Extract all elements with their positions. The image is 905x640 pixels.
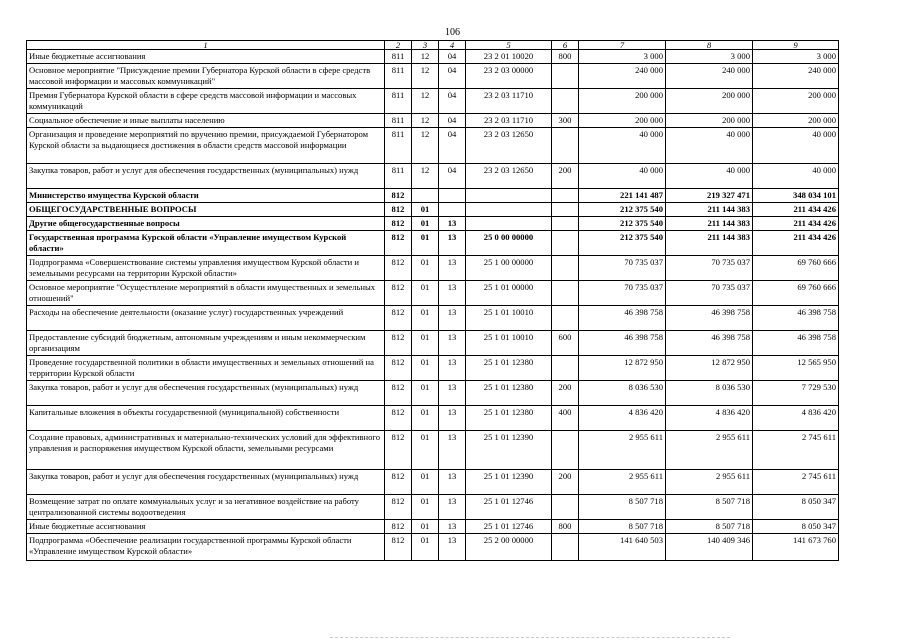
col-section: 12 [412, 64, 439, 89]
header-col-amount-2: 8 [666, 41, 753, 50]
col-amount-2: 240 000 [666, 64, 753, 89]
col-amount-2: 8 036 530 [666, 381, 753, 406]
col-ministry-code: 812 [385, 189, 412, 203]
col-amount-1: 46 398 758 [579, 331, 666, 356]
table-header-row [27, 41, 839, 50]
header-col-ministry-code: 2 [385, 41, 412, 50]
col-amount-3: 141 673 760 [753, 534, 839, 561]
col-ministry-code: 812 [385, 520, 412, 534]
col-section: 01 [412, 534, 439, 561]
col-target-article [466, 217, 552, 231]
col-subsection: 13 [439, 495, 466, 520]
col-target-article: 25 1 01 12390 [466, 431, 552, 470]
col-amount-1: 8 507 718 [579, 520, 666, 534]
col-section: 12 [412, 114, 439, 128]
col-ministry-code: 812 [385, 331, 412, 356]
col-subsection: 04 [439, 50, 466, 64]
col-ministry-code: 812 [385, 381, 412, 406]
col-target-article: 23 2 03 12650 [466, 164, 552, 189]
col-ministry-code: 812 [385, 534, 412, 561]
table-row [27, 431, 839, 470]
col-section: 01 [412, 231, 439, 256]
table-row [27, 331, 839, 356]
col-amount-3: 200 000 [753, 114, 839, 128]
col-amount-3: 8 050 347 [753, 495, 839, 520]
col-target-article: 23 2 03 12650 [466, 128, 552, 164]
col-ministry-code: 811 [385, 89, 412, 114]
table-row [27, 281, 839, 306]
col-amount-1: 2 955 611 [579, 431, 666, 470]
col-amount-2: 2 955 611 [666, 431, 753, 470]
table-row [27, 256, 839, 281]
col-target-article [466, 189, 552, 203]
col-amount-3: 211 434 426 [753, 231, 839, 256]
col-expense-type: 200 [552, 164, 579, 189]
table-row [27, 495, 839, 520]
col-expense-type: 200 [552, 470, 579, 495]
col-amount-1: 2 955 611 [579, 470, 666, 495]
col-amount-2: 40 000 [666, 164, 753, 189]
page-edge-line [330, 637, 730, 638]
col-amount-1: 212 375 540 [579, 217, 666, 231]
header-col-amount-3: 9 [753, 41, 839, 50]
col-amount-1: 221 141 487 [579, 189, 666, 203]
col-subsection [439, 203, 466, 217]
col-ministry-code: 811 [385, 50, 412, 64]
col-amount-2: 8 507 718 [666, 495, 753, 520]
col-section: 01 [412, 406, 439, 431]
col-ministry-code: 812 [385, 306, 412, 331]
table-row [27, 114, 839, 128]
col-amount-2: 200 000 [666, 114, 753, 128]
col-target-article: 25 1 01 12380 [466, 406, 552, 431]
table-row [27, 470, 839, 495]
col-expense-type [552, 356, 579, 381]
header-col-expense-type: 6 [552, 41, 579, 50]
col-amount-2: 200 000 [666, 89, 753, 114]
col-amount-3: 46 398 758 [753, 331, 839, 356]
col-expense-type [552, 189, 579, 203]
col-section: 12 [412, 164, 439, 189]
col-section: 12 [412, 128, 439, 164]
col-subsection: 13 [439, 231, 466, 256]
col-section: 01 [412, 356, 439, 381]
col-expense-type [552, 431, 579, 470]
col-amount-1: 212 375 540 [579, 203, 666, 217]
col-expense-type [552, 89, 579, 114]
col-target-article: 25 1 01 10010 [466, 331, 552, 356]
col-amount-2: 46 398 758 [666, 306, 753, 331]
col-amount-1: 40 000 [579, 164, 666, 189]
col-section: 01 [412, 520, 439, 534]
col-amount-1: 200 000 [579, 114, 666, 128]
col-expense-type [552, 306, 579, 331]
col-name: Капитальные вложения в объекты государственной (муниципальной) собственности [27, 406, 385, 431]
col-amount-2: 70 735 037 [666, 281, 753, 306]
col-subsection: 13 [439, 331, 466, 356]
page-number: 106 [445, 27, 460, 38]
col-amount-1: 240 000 [579, 64, 666, 89]
col-expense-type [552, 203, 579, 217]
col-amount-2: 140 409 346 [666, 534, 753, 561]
budget-table [26, 40, 839, 561]
col-amount-3: 46 398 758 [753, 306, 839, 331]
col-section: 01 [412, 331, 439, 356]
col-expense-type: 400 [552, 406, 579, 431]
col-ministry-code: 811 [385, 164, 412, 189]
col-subsection: 13 [439, 431, 466, 470]
col-ministry-code: 811 [385, 114, 412, 128]
col-target-article: 25 1 01 12380 [466, 381, 552, 406]
table-row [27, 89, 839, 114]
col-amount-1: 46 398 758 [579, 306, 666, 331]
col-name: Создание правовых, административных и материально-технических условий для эффективного управления и распоряжения имуществом Курской области, земельными ресурсами [27, 431, 385, 470]
col-name: Основное мероприятие "Осуществление мероприятий в области имущественных и земельных отношений" [27, 281, 385, 306]
col-subsection: 13 [439, 520, 466, 534]
col-name: Проведение государственной политики в области имущественных и земельных отношений на территории Курской области [27, 356, 385, 381]
col-amount-2: 2 955 611 [666, 470, 753, 495]
header-col-amount-1: 7 [579, 41, 666, 50]
col-name: Закупка товаров, работ и услуг для обеспечения государственных (муниципальных) нужд [27, 164, 385, 189]
col-section [412, 189, 439, 203]
col-ministry-code: 812 [385, 470, 412, 495]
col-amount-3: 211 434 426 [753, 203, 839, 217]
col-amount-2: 12 872 950 [666, 356, 753, 381]
col-expense-type [552, 217, 579, 231]
col-expense-type [552, 128, 579, 164]
col-amount-2: 3 000 [666, 50, 753, 64]
col-expense-type: 600 [552, 331, 579, 356]
col-amount-1: 70 735 037 [579, 281, 666, 306]
table-row [27, 406, 839, 431]
col-section: 01 [412, 495, 439, 520]
col-name: Возмещение затрат по оплате коммунальных услуг и за негативное воздействие на работу централизованной системы водоотведения [27, 495, 385, 520]
col-ministry-code: 812 [385, 356, 412, 381]
col-section: 01 [412, 217, 439, 231]
col-ministry-code: 812 [385, 203, 412, 217]
col-section: 01 [412, 203, 439, 217]
col-section: 01 [412, 431, 439, 470]
col-expense-type: 200 [552, 381, 579, 406]
col-name: Закупка товаров, работ и услуг для обеспечения государственных (муниципальных) нужд [27, 470, 385, 495]
col-target-article: 23 2 01 10020 [466, 50, 552, 64]
col-amount-3: 2 745 611 [753, 470, 839, 495]
col-target-article: 23 2 03 00000 [466, 64, 552, 89]
col-name: Основное мероприятие "Присуждение премии Губернатора Курской области в сфере средств массовой информации и массовых коммуникаций" [27, 64, 385, 89]
col-amount-3: 8 050 347 [753, 520, 839, 534]
col-target-article: 25 1 01 12746 [466, 520, 552, 534]
col-amount-2: 211 144 383 [666, 203, 753, 217]
col-ministry-code: 812 [385, 217, 412, 231]
col-amount-1: 8 507 718 [579, 495, 666, 520]
col-subsection: 13 [439, 256, 466, 281]
table-row [27, 217, 839, 231]
col-amount-3: 3 000 [753, 50, 839, 64]
col-name: Государственная программа Курской области «Управление имуществом Курской области» [27, 231, 385, 256]
col-name: Расходы на обеспечение деятельности (оказание услуг) государственных учреждений [27, 306, 385, 331]
col-expense-type: 800 [552, 520, 579, 534]
col-subsection: 13 [439, 534, 466, 561]
col-amount-1: 4 836 420 [579, 406, 666, 431]
col-subsection: 04 [439, 164, 466, 189]
table-row [27, 381, 839, 406]
col-amount-1: 8 036 530 [579, 381, 666, 406]
table-row [27, 164, 839, 189]
col-amount-3: 40 000 [753, 128, 839, 164]
col-section: 01 [412, 281, 439, 306]
col-subsection [439, 189, 466, 203]
col-amount-3: 12 565 950 [753, 356, 839, 381]
col-name: Министерство имущества Курской области [27, 189, 385, 203]
col-amount-3: 69 760 666 [753, 281, 839, 306]
col-ministry-code: 811 [385, 64, 412, 89]
col-expense-type: 300 [552, 114, 579, 128]
col-target-article: 25 2 00 00000 [466, 534, 552, 561]
col-target-article: 25 1 00 00000 [466, 256, 552, 281]
col-ministry-code: 811 [385, 128, 412, 164]
col-section: 01 [412, 256, 439, 281]
col-ministry-code: 812 [385, 231, 412, 256]
col-section: 01 [412, 470, 439, 495]
col-name: Премия Губернатора Курской области в сфере средств массовой информации и массовых коммуникаций [27, 89, 385, 114]
col-section: 01 [412, 381, 439, 406]
col-amount-3: 4 836 420 [753, 406, 839, 431]
table-row [27, 306, 839, 331]
col-amount-3: 240 000 [753, 64, 839, 89]
col-target-article [466, 203, 552, 217]
table-row [27, 50, 839, 64]
col-amount-3: 40 000 [753, 164, 839, 189]
col-amount-2: 46 398 758 [666, 331, 753, 356]
table-row [27, 189, 839, 203]
col-ministry-code: 812 [385, 406, 412, 431]
col-name: Социальное обеспечение и иные выплаты населению [27, 114, 385, 128]
col-amount-3: 7 729 530 [753, 381, 839, 406]
col-amount-1: 212 375 540 [579, 231, 666, 256]
col-expense-type [552, 281, 579, 306]
col-target-article: 25 1 01 12390 [466, 470, 552, 495]
col-amount-2: 211 144 383 [666, 231, 753, 256]
col-amount-1: 40 000 [579, 128, 666, 164]
col-section: 12 [412, 50, 439, 64]
col-subsection: 13 [439, 356, 466, 381]
col-amount-3: 211 434 426 [753, 217, 839, 231]
col-amount-1: 141 640 503 [579, 534, 666, 561]
col-amount-1: 12 872 950 [579, 356, 666, 381]
header-col-subsection: 4 [439, 41, 466, 50]
col-subsection: 13 [439, 406, 466, 431]
col-name: Иные бюджетные ассигнования [27, 520, 385, 534]
col-section: 01 [412, 306, 439, 331]
col-target-article: 23 2 03 11710 [466, 114, 552, 128]
col-amount-2: 219 327 471 [666, 189, 753, 203]
header-col-section: 3 [412, 41, 439, 50]
table-row [27, 203, 839, 217]
col-amount-1: 200 000 [579, 89, 666, 114]
col-expense-type [552, 534, 579, 561]
col-target-article: 25 1 01 00000 [466, 281, 552, 306]
col-expense-type: 800 [552, 50, 579, 64]
col-amount-1: 70 735 037 [579, 256, 666, 281]
col-subsection: 13 [439, 470, 466, 495]
col-target-article: 25 0 00 00000 [466, 231, 552, 256]
col-target-article: 23 2 03 11710 [466, 89, 552, 114]
table-row [27, 128, 839, 164]
col-amount-3: 200 000 [753, 89, 839, 114]
col-amount-3: 348 034 101 [753, 189, 839, 203]
table-row [27, 534, 839, 561]
col-amount-2: 211 144 383 [666, 217, 753, 231]
col-subsection: 04 [439, 64, 466, 89]
table-row [27, 356, 839, 381]
col-amount-3: 2 745 611 [753, 431, 839, 470]
col-subsection: 13 [439, 381, 466, 406]
col-name: ОБЩЕГОСУДАРСТВЕННЫЕ ВОПРОСЫ [27, 203, 385, 217]
header-col-name: 1 [27, 41, 385, 50]
col-amount-2: 40 000 [666, 128, 753, 164]
col-name: Предоставление субсидий бюджетным, автономным учреждениям и иным некоммерческим организациям [27, 331, 385, 356]
col-name: Другие общегосударственные вопросы [27, 217, 385, 231]
table-row [27, 64, 839, 89]
col-name: Организация и проведение мероприятий по вручению премии, присуждаемой Губернатором Курской области за выдающиеся достижения в области средств массовой информации [27, 128, 385, 164]
col-target-article: 25 1 01 12380 [466, 356, 552, 381]
col-amount-2: 8 507 718 [666, 520, 753, 534]
col-name: Иные бюджетные ассигнования [27, 50, 385, 64]
col-subsection: 13 [439, 281, 466, 306]
col-ministry-code: 812 [385, 431, 412, 470]
table-row [27, 520, 839, 534]
col-subsection: 13 [439, 306, 466, 331]
col-subsection: 04 [439, 128, 466, 164]
col-name: Подпрограмма «Обеспечение реализации государственной программы Курской области «Управление имуществом Курской области» [27, 534, 385, 561]
header-col-target-article: 5 [466, 41, 552, 50]
col-amount-1: 3 000 [579, 50, 666, 64]
col-target-article: 25 1 01 10010 [466, 306, 552, 331]
col-expense-type [552, 256, 579, 281]
col-ministry-code: 812 [385, 281, 412, 306]
col-name: Подпрограмма «Совершенствование системы управления имуществом Курской области и земельными ресурсами на территории Курской области» [27, 256, 385, 281]
col-section: 12 [412, 89, 439, 114]
col-amount-2: 70 735 037 [666, 256, 753, 281]
col-target-article: 25 1 01 12746 [466, 495, 552, 520]
table-row [27, 231, 839, 256]
col-ministry-code: 812 [385, 256, 412, 281]
col-subsection: 13 [439, 217, 466, 231]
col-amount-3: 69 760 666 [753, 256, 839, 281]
col-ministry-code: 812 [385, 495, 412, 520]
col-expense-type [552, 495, 579, 520]
col-expense-type [552, 231, 579, 256]
col-amount-2: 4 836 420 [666, 406, 753, 431]
col-expense-type [552, 64, 579, 89]
col-name: Закупка товаров, работ и услуг для обеспечения государственных (муниципальных) нужд [27, 381, 385, 406]
col-subsection: 04 [439, 89, 466, 114]
col-subsection: 04 [439, 114, 466, 128]
